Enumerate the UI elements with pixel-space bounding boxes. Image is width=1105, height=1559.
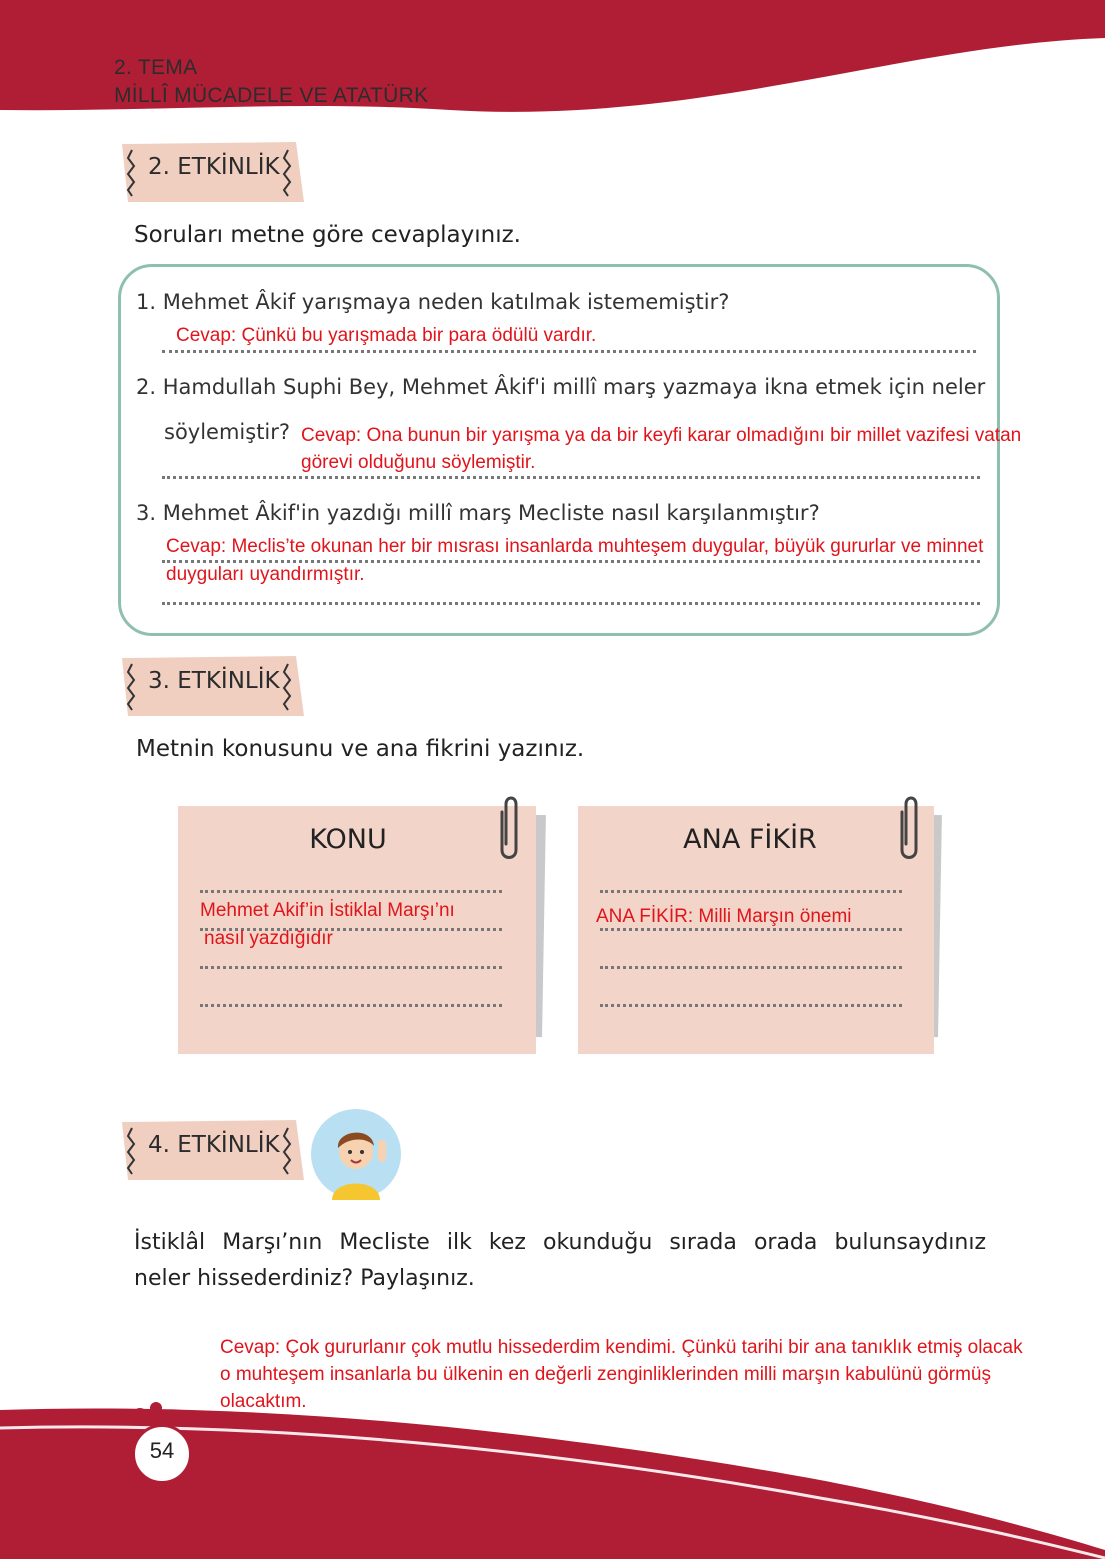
activity4-answer-line2: o muhteşem insanlarla bu ülkenin en değerli zenginliklerinden milli marşın kabulünü görmüş xyxy=(220,1364,991,1385)
activity4-answer-line3: olacaktım. xyxy=(220,1391,307,1412)
boy-avatar-icon xyxy=(310,1108,402,1200)
theme-number: 2. TEMA xyxy=(114,56,198,79)
anafikir-line xyxy=(600,966,902,969)
theme-title: MİLLÎ MÜCADELE VE ATATÜRK xyxy=(114,84,429,107)
answer-line xyxy=(162,560,980,563)
answer-3-line2: duyguları uyandırmıştır. xyxy=(166,564,365,585)
question-3: 3. Mehmet Âkif'in yazdığı millî marş Mecliste nasıl karşılanmıştır? xyxy=(136,501,820,525)
activity4-question-line1: İstiklâl Marşı’nın Mecliste ilk kez okunduğu sırada orada bulunsaydınız xyxy=(134,1230,986,1255)
question-2-line2: söylemiştir? xyxy=(164,420,291,444)
konu-answer-line1: Mehmet Akif’in İstiklal Marşı’nı xyxy=(200,900,455,921)
question-2-line1: 2. Hamdullah Suphi Bey, Mehmet Âkif'i millî marş yazmaya ikna etmek için neler xyxy=(136,375,986,399)
konu-title: KONU xyxy=(309,824,387,855)
answer-2-line2: görevi olduğunu söylemiştir. xyxy=(301,452,536,473)
activity2-instruction: Soruları metne göre cevaplayınız. xyxy=(134,222,521,248)
page-number: 54 xyxy=(149,1438,175,1463)
question-1: 1. Mehmet Âkif yarışmaya neden katılmak istememiştir? xyxy=(136,290,730,314)
anafikir-line xyxy=(600,890,902,893)
anafikir-line xyxy=(600,1004,902,1007)
konu-line xyxy=(200,1004,502,1007)
activity2-badge: 2. ETKİNLİK xyxy=(148,154,280,180)
answer-line xyxy=(162,476,980,479)
activity4-answer-line1: Cevap: Çok gururlanır çok mutlu hissederdim kendimi. Çünkü tarihi bir ana tanıklık etmiş olacak xyxy=(220,1337,1023,1358)
activity4-question-line2: neler hissederdiniz? Paylaşınız. xyxy=(134,1266,475,1291)
activity3-badge: 3. ETKİNLİK xyxy=(148,668,280,694)
answer-line xyxy=(162,350,976,353)
answer-3-line1: Cevap: Meclis’te okunan her bir mısrası insanlarda muhteşem duygular, büyük gururlar ve minnet xyxy=(166,536,984,557)
konu-line xyxy=(200,890,502,893)
konu-line xyxy=(200,966,502,969)
answer-2-line1: Cevap: Ona bunun bir yarışma ya da bir keyfi karar olmadığını bir millet vazifesi vatan xyxy=(301,425,1022,446)
konu-answer-line2: nasıl yazdığıdır xyxy=(204,928,333,949)
answer-line xyxy=(162,602,980,605)
answer-1: Cevap: Çünkü bu yarışmada bir para ödülü vardır. xyxy=(176,325,597,346)
activity3-instruction: Metnin konusunu ve ana fikrini yazınız. xyxy=(136,736,585,762)
activity4-badge: 4. ETKİNLİK xyxy=(148,1132,280,1158)
anafikir-answer: ANA FİKİR: Milli Marşın önemi xyxy=(596,906,852,927)
anafikir-title: ANA FİKİR xyxy=(683,824,817,855)
